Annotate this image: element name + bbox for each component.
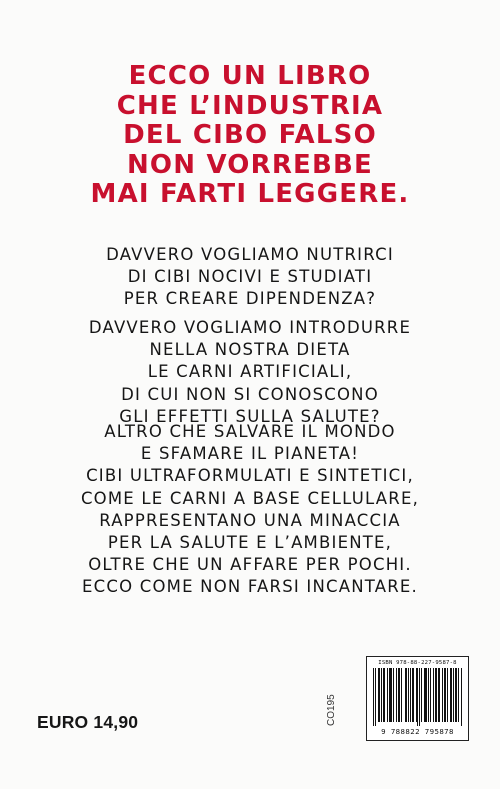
ean-digits: 9 788822 795878 <box>381 727 454 736</box>
isbn-label: ISBN 978-88-227-9587-8 <box>378 660 457 666</box>
barcode-bar <box>424 668 425 722</box>
blurb-paragraph-3 <box>0 421 500 599</box>
blurb-line: PER CREARE DIPENDENZA? <box>123 289 377 309</box>
barcode-bar <box>458 668 459 722</box>
blurb-line: LE CARNI ARTIFICIALI, <box>147 362 353 382</box>
blurb-line: CIBI ULTRAFORMULATI E SINTETICI, <box>86 466 414 486</box>
blurb-line: ALTRO CHE SALVARE IL MONDO <box>104 422 396 441</box>
barcode-bar <box>390 668 391 722</box>
barcode-bar <box>398 668 399 722</box>
headline-line: DEL CIBO FALSO <box>123 120 377 150</box>
barcode-bar <box>442 668 443 722</box>
barcode-bar <box>373 668 374 726</box>
barcode-bar <box>393 668 394 722</box>
headline-line: CHE L’INDUSTRIA <box>116 90 384 121</box>
barcode-bars <box>373 668 462 726</box>
blurb-line: GLI EFFETTI SULLA SALUTE? <box>119 406 381 426</box>
barcode-bar <box>391 668 392 722</box>
barcode-bar <box>450 668 451 722</box>
blurb-line: E SFAMARE IL PIANETA! <box>140 444 360 464</box>
headline <box>0 62 500 210</box>
blurb-line: DI CUI NON SI CONOSCONO <box>121 384 379 404</box>
barcode-bar <box>375 668 376 726</box>
barcode-bar <box>389 668 390 722</box>
headline-line: NON VORREBBE <box>126 149 374 180</box>
blurb-paragraph-2 <box>0 317 500 428</box>
blurb-line: DAVVERO VOGLIAMO INTRODURRE <box>88 318 412 337</box>
barcode-bar <box>379 668 380 722</box>
barcode-bar <box>455 668 456 722</box>
barcode-bar <box>436 668 437 722</box>
barcode-bar <box>456 668 457 722</box>
barcode-bar <box>435 668 436 722</box>
barcode-bar <box>410 668 411 722</box>
barcode-bar <box>384 668 385 722</box>
barcode-bar <box>453 668 454 722</box>
blurb-line: DAVVERO VOGLIAMO NUTRIRCI <box>106 245 394 264</box>
barcode-bar <box>383 668 384 722</box>
blurb-line: ECCO COME NON FARSI INCANTARE. <box>82 577 418 597</box>
barcode-bar <box>405 668 406 722</box>
headline-line: ECCO UN LIBRO <box>128 61 372 91</box>
blurb-line: DI CIBI NOCIVI E STUDIATI <box>127 267 373 287</box>
headline-line: MAI FARTI LEGGERE. <box>90 179 410 209</box>
barcode-bar <box>445 668 446 722</box>
barcode <box>366 656 469 741</box>
barcode-bar <box>396 668 397 722</box>
barcode-bar <box>447 668 448 722</box>
barcode-bar <box>428 668 429 722</box>
product-code: CO195 <box>326 694 337 726</box>
blurb-line: NELLA NOSTRA DIETA <box>149 340 351 360</box>
barcode-bar <box>433 668 434 722</box>
barcode-bar <box>417 668 418 726</box>
barcode-bar <box>401 668 402 722</box>
barcode-bar <box>378 668 379 722</box>
barcode-bar <box>399 668 400 722</box>
barcode-bar <box>426 668 427 722</box>
barcode-bar <box>444 668 445 722</box>
barcode-bar <box>461 668 462 726</box>
barcode-bar <box>430 668 431 722</box>
barcode-bar <box>412 668 413 722</box>
blurb-line: RAPPRESENTANO UNA MINACCIA <box>99 510 401 530</box>
barcode-bar <box>381 668 382 722</box>
barcode-bar <box>419 668 420 726</box>
barcode-bar <box>438 668 439 722</box>
barcode-bar <box>387 668 388 722</box>
blurb-line: PER LA SALUTE E L’AMBIENTE, <box>107 533 393 553</box>
barcode-bar <box>451 668 452 722</box>
barcode-bar <box>416 668 417 722</box>
barcode-bar <box>413 668 414 722</box>
barcode-bar <box>421 668 422 722</box>
barcode-bar <box>406 668 407 722</box>
barcode-bar <box>408 668 409 722</box>
barcode-bar <box>439 668 440 722</box>
barcode-bar <box>425 668 426 722</box>
blurb-line: OLTRE CHE UN AFFARE PER POCHI. <box>88 555 412 575</box>
blurb-paragraph-1 <box>0 244 500 311</box>
blurb-line: COME LE CARNI A BASE CELLULARE, <box>80 488 420 508</box>
price-label: EURO 14,90 <box>37 712 139 732</box>
